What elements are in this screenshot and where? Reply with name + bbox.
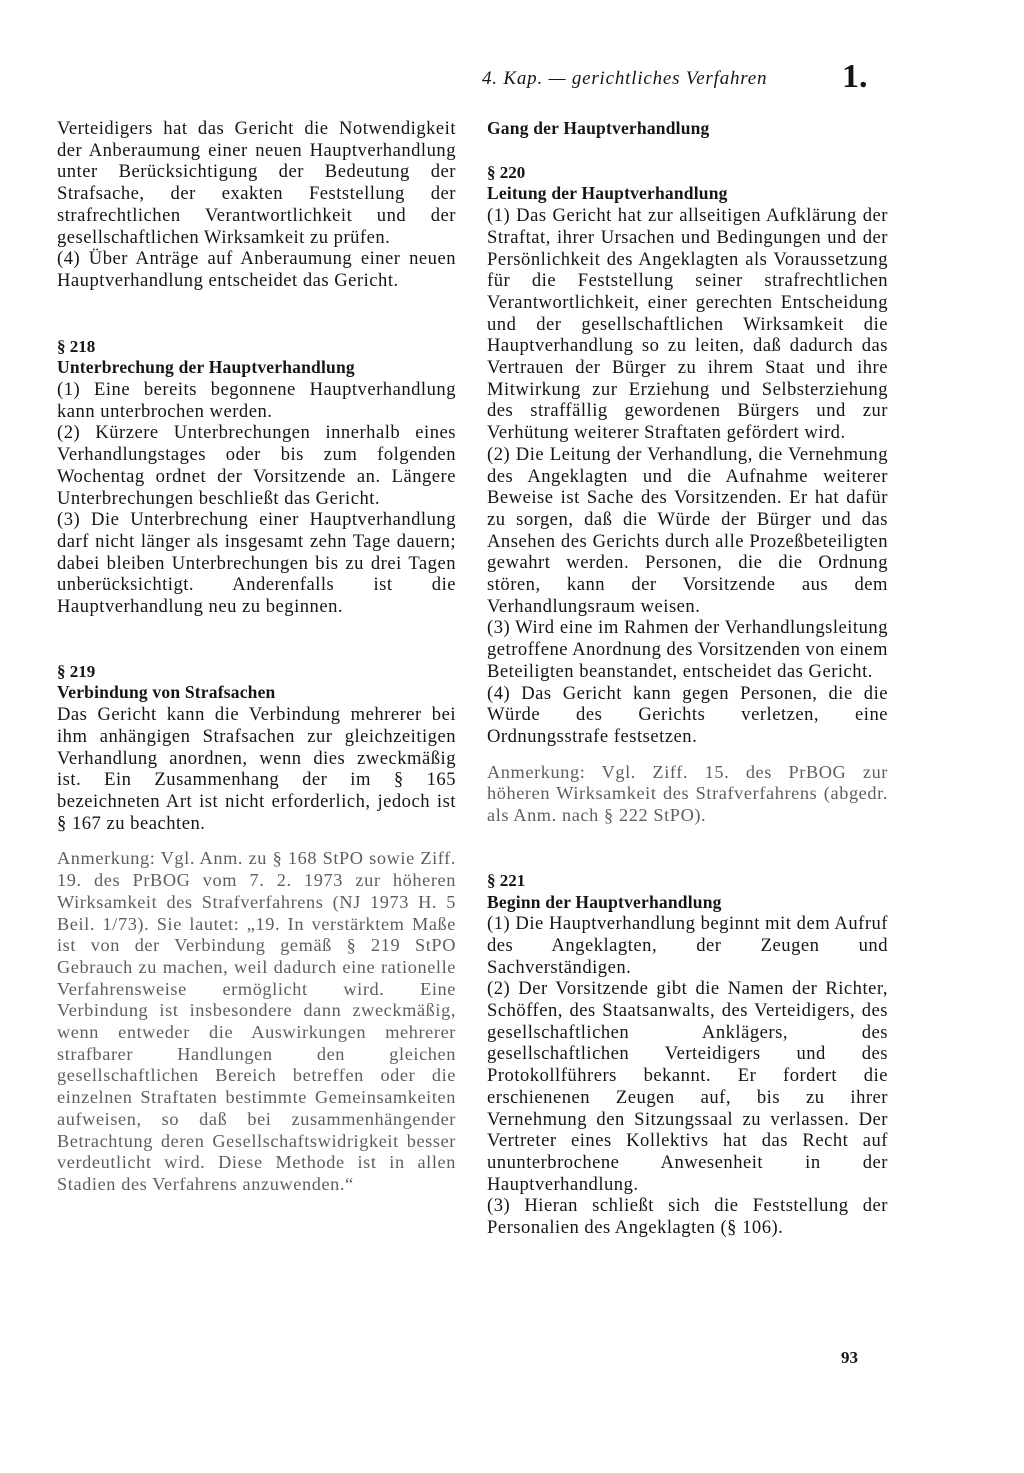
paragraph: (3) Die Unterbrechung einer Hauptverhandlung darf nicht länger als insgesamt zehn Tage dauern; dabei bleiben Unterbrechungen bis zu drei Tagen unberücksichtigt. Anderenfalls ist die Hauptverhandlung neu zu beginnen. bbox=[57, 509, 456, 618]
section-number: § 219 bbox=[57, 661, 96, 681]
left-column bbox=[57, 118, 456, 1196]
paragraph: (1) Die Hauptverhandlung beginnt mit dem Aufruf des Angeklagten, der Zeugen und Sachverständigen. bbox=[487, 913, 888, 978]
section-title: Beginn der Hauptverhandlung bbox=[487, 891, 722, 912]
paragraph: (1) Das Gericht hat zur allseitigen Aufklärung der Straftat, ihrer Ursachen und Bedingungen und der Persönlichkeit des Angeklagten als Voraussetzung für die Feststellung seiner strafrechtlichen Verantwortlichkeit, einer gerechten Entscheidung und der gesellschaftlichen Wirksamkeit die Hauptverhandlung so zu leiten, daß dadurch das Vertrauen der Bürger zu ihrem Staat und ihre Mitwirkung zur Erziehung und Selbsterziehung des straffällig gewordenen Bürgers und zur Verhütung weiterer Straftaten gefördert wird. bbox=[487, 205, 888, 444]
page-number: 93 bbox=[841, 1348, 858, 1367]
section-title: Leitung der Hauptverhandlung bbox=[487, 183, 728, 204]
section-219 bbox=[57, 661, 456, 1196]
chapter-number: 1. bbox=[842, 58, 868, 95]
paragraph: Das Gericht kann die Verbindung mehrerer bei ihm anhängigen Strafsachen zur gleichzeitigen Verhandlung anordnen, wenn dies zweckmäßig ist. Ein Zusammenhang der im § 165 bezeichneten Art ist nicht erforderlich, jedoch ist § 167 zu beachten. bbox=[57, 704, 456, 834]
paragraph: (2) Der Vorsitzende gibt die Namen der Richter, Schöffen, des Staatsanwalts, des Verteidigers, des gesellschaftlichen Anklägers, des gesellschaftlichen Verteidigers und des Protokollführers bekannt. Er fordert die erschienenen Zeugen auf, bis zu ihrer Vernehmung den Sitzungssaal zu verlassen. Der Vertreter eines Kollektivs hat das Recht auf ununterbrochene Anwesenheit in der Hauptverhandlung. bbox=[487, 978, 888, 1195]
annotation-note: Anmerkung: Vgl. Anm. zu § 168 StPO sowie Ziff. 19. des PrBOG vom 7. 2. 1973 zur höheren Wirksamkeit des Strafverfahrens (NJ 1973 H. 5 Beil. 1/73). Sie lautet: „19. In verstärktem Maße ist von der Verbindung gemäß § 219 StPO Gebrauch zu machen, weil dadurch eine rationelle Verfahrensweise ermöglicht wird. Eine Verbindung ist insbesondere dann zweckmäßig, wenn entweder die Auswirkungen mehrerer strafbarer Handlungen den gleichen gesellschaftlichen Bereich betreffen oder die einzelnen Straftaten bestimmte Gemeinsamkeiten aufweisen, so daß bei zusammenhängender Betrachtung deren Gesellschaftswidrigkeit besser verdeutlicht wird. Diese Methode ist in allen Stadien des Verfahrens anzuwenden.“ bbox=[57, 848, 456, 1194]
section-number: § 218 bbox=[57, 336, 96, 356]
section-221 bbox=[487, 870, 888, 1239]
paragraph: (4) Über Anträge auf Anberaumung einer neuen Hauptverhandlung entscheidet das Gericht. bbox=[57, 248, 456, 291]
paragraph: (3) Wird eine im Rahmen der Verhandlungsleitung getroffene Anordnung des Vorsitzenden von einem Beteiligten beanstandet, entscheidet das Gericht. bbox=[487, 617, 888, 682]
running-head: 4. Kap. — gerichtliches Verfahren bbox=[482, 68, 768, 89]
group-heading: Gang der Hauptverhandlung bbox=[487, 118, 710, 138]
paragraph: (1) Eine bereits begonnene Hauptverhandlung kann unterbrochen werden. bbox=[57, 379, 456, 422]
paragraph: (2) Kürzere Unterbrechungen innerhalb eines Verhandlungstages oder bis zum folgenden Wochentag ordnet der Vorsitzende an. Längere Unterbrechungen beschließt das Gericht. bbox=[57, 422, 456, 509]
section-number: § 220 bbox=[487, 162, 526, 182]
paragraph: (4) Das Gericht kann gegen Personen, die die Würde des Gerichts verletzen, eine Ordnungsstrafe festsetzen. bbox=[487, 682, 888, 747]
paragraph: (3) Hieran schließt sich die Feststellung der Personalien des Angeklagten (§ 106). bbox=[487, 1195, 888, 1239]
section-number: § 221 bbox=[487, 870, 526, 890]
paragraph: Verteidigers hat das Gericht die Notwendigkeit der Anberaumung einer neuen Hauptverhandlung unter Berücksichtigung der Bedeutung der Strafsache, der exakten Feststellung der strafrechtlichen Verantwortlichkeit und der gesellschaftlichen Wirksamkeit zu prüfen. bbox=[57, 118, 456, 248]
section-title: Unterbrechung der Hauptverhandlung bbox=[57, 357, 355, 378]
section-title: Verbindung von Strafsachen bbox=[57, 682, 276, 703]
right-column bbox=[487, 118, 888, 1239]
paragraph: (2) Die Leitung der Verhandlung, die Vernehmung des Angeklagten und die Aufnahme weiterer Beweise ist Sache des Vorsitzenden. Er hat dafür zu sorgen, daß die Würde der Bürger und das Ansehen des Gerichts durch alle Prozeßbeteiligten gewahrt werden. Personen, die die Ordnung stören, kann der Vorsitzende aus dem Verhandlungsraum weisen. bbox=[487, 443, 888, 617]
annotation-note: Anmerkung: Vgl. Ziff. 15. des PrBOG zur höheren Wirksamkeit des Strafverfahrens (abgedr. als Anm. nach § 222 StPO). bbox=[487, 761, 888, 826]
section-218 bbox=[57, 336, 456, 618]
section-220 bbox=[487, 162, 888, 827]
